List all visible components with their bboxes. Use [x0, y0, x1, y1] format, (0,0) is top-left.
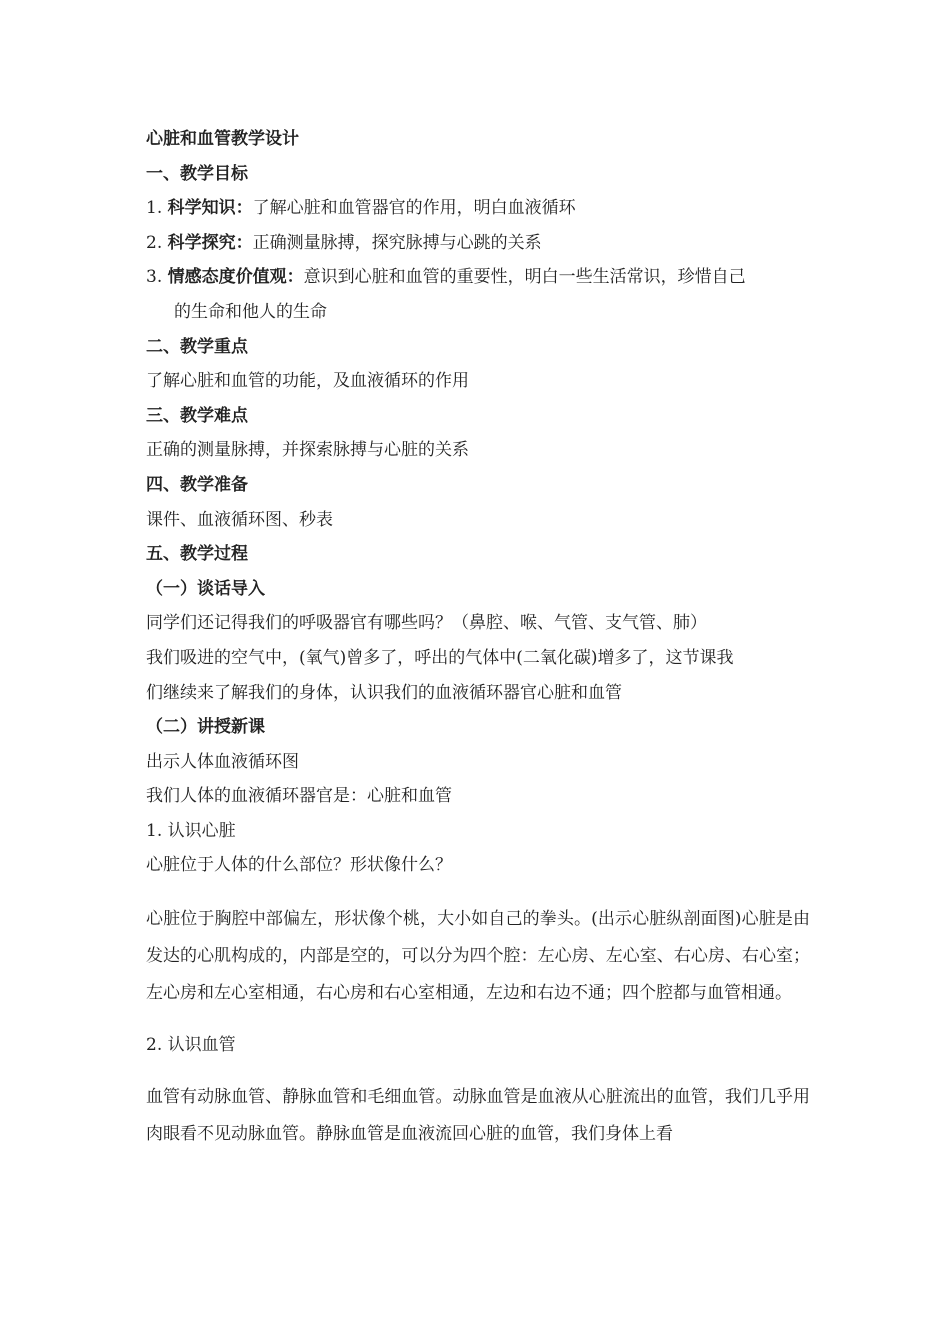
subsection-heading-new-lesson: （二）讲授新课 — [146, 717, 265, 738]
goal-label: 科学探究： — [167, 232, 253, 253]
intro-line-1: 同学们还记得我们的呼吸器官有哪些吗？（鼻腔、喉、气管、支气管、肺） — [146, 613, 707, 634]
new-lesson-line-2: 我们人体的血液循环器官是：心脏和血管 — [146, 786, 452, 807]
goal-item-2 — [146, 226, 810, 261]
intro-line-2: 我们吸进的空气中，(氧气)曾多了，呼出的气体中(二氧化碳)增多了，这节课我 — [146, 647, 734, 668]
goal-text: 了解心脏和血管器官的作用，明白血液循环 — [252, 198, 576, 219]
goal-item-3-continuation: 的生命和他人的生命 — [174, 301, 327, 322]
goal-item-3 — [146, 260, 810, 295]
section-heading-focus: 二、教学重点 — [146, 336, 248, 357]
section-heading-goals: 一、教学目标 — [146, 163, 248, 184]
new-lesson-line-1: 出示人体血液循环图 — [146, 751, 299, 772]
section-heading-process: 五、教学过程 — [146, 544, 248, 565]
heart-question: 心脏位于人体的什么部位？形状像什么？ — [146, 855, 452, 876]
goal-number: 2. — [146, 232, 168, 253]
preparation-text: 课件、血液循环图、秒表 — [146, 509, 333, 530]
vessel-paragraph: 血管有动脉血管、静脉血管和毛细血管。动脉血管是血液从心脏流出的血管，我们几乎用肉眼看不见动脉血管。静脉血管是血液流回心脏的血管，我们身体上看 — [146, 1086, 810, 1144]
goal-text: 正确测量脉搏，探究脉搏与心跳的关系 — [252, 232, 542, 253]
goal-item-1 — [146, 191, 810, 226]
section-heading-difficulty: 三、教学难点 — [146, 405, 248, 426]
heart-heading: 1. 认识心脏 — [146, 820, 236, 841]
goal-number: 1. — [146, 198, 168, 219]
subsection-heading-intro: （一）谈话导入 — [146, 578, 265, 599]
goal-text: 意识到心脏和血管的重要性，明白一些生活常识，珍惜自己 — [303, 267, 746, 288]
goal-number: 3. — [146, 267, 168, 288]
focus-text: 了解心脏和血管的功能，及血液循环的作用 — [146, 371, 469, 392]
document-title: 心脏和血管教学设计 — [146, 129, 299, 149]
heart-paragraph: 心脏位于胸腔中部偏左，形状像个桃，大小如自己的拳头。(出示心脏纵剖面图)心脏是由发达的心肌构成的，内部是空的，可以分为四个腔：左心房、左心室、右心房、右心室；左心房和左心室相通，右心房和右心室相通，左边和右边不通；四个腔都与血管相通。 — [146, 909, 810, 1004]
intro-line-3: 们继续来了解我们的身体，认识我们的血液循环器官心脏和血管 — [146, 682, 622, 703]
vessel-heading: 2. 认识血管 — [146, 1035, 236, 1056]
goal-label: 情感态度价值观： — [167, 267, 304, 288]
difficulty-text: 正确的测量脉搏，并探索脉搏与心脏的关系 — [146, 440, 469, 461]
goal-label: 科学知识： — [167, 198, 253, 219]
section-heading-preparation: 四、教学准备 — [146, 474, 248, 495]
document-page — [146, 122, 810, 1153]
